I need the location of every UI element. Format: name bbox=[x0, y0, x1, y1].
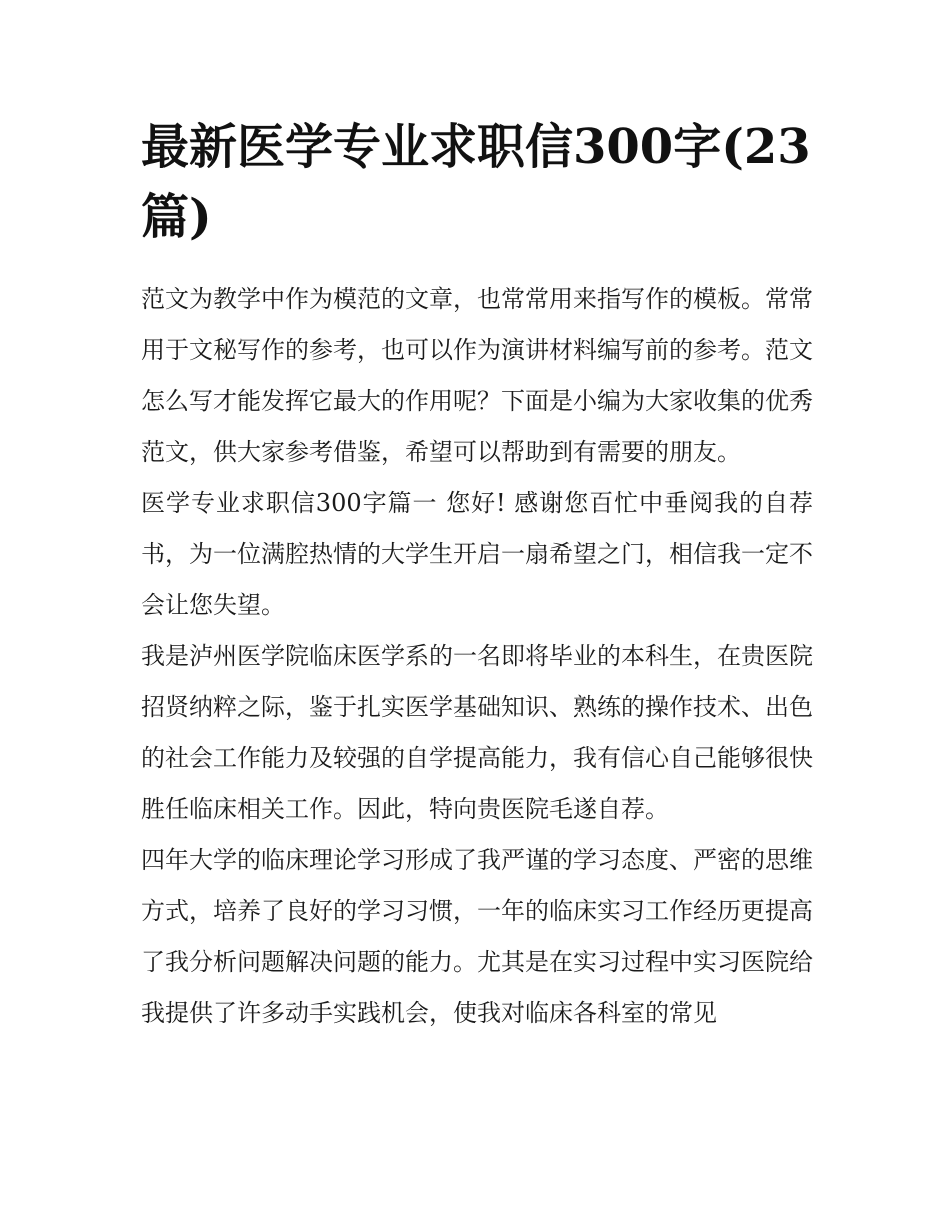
paragraph-intro: 范文为教学中作为模范的文章，也常常用来指写作的模板。常常用于文秘写作的参考，也可以作为演讲材料编写前的参考。范文怎么写才能发挥它最大的作用呢？下面是小编为大家收集的优秀范文，供大家参考借鉴，希望可以帮助到有需要的朋友。 bbox=[141, 285, 813, 466]
paragraph-greeting: 医学专业求职信300字篇一 您好! 感谢您百忙中垂阅我的自荐书，为一位满腔热情的大学生开启一扇希望之门，相信我一定不会让您失望。 bbox=[141, 489, 813, 619]
paragraph-study-experience: 四年大学的临床理论学习形成了我严谨的学习态度、严密的思维方式，培养了良好的学习习惯，一年的临床实习工作经历更提高了我分析问题解决问题的能力。尤其是在实习过程中实习医院给我提供了许多动手实践机会，使我对临床各科室的常见 bbox=[141, 846, 813, 1027]
document-body bbox=[141, 112, 813, 1039]
paragraph-self-introduction: 我是泸州医学院临床医学系的一名即将毕业的本科生，在贵医院招贤纳粹之际，鉴于扎实医学基础知识、熟练的操作技术、出色的社会工作能力及较强的自学提高能力，我有信心自己能够很快胜任临床相关工作。因此，特向贵医院毛遂自荐。 bbox=[141, 642, 813, 823]
document-title: 最新医学专业求职信300字(23篇) bbox=[141, 119, 811, 245]
